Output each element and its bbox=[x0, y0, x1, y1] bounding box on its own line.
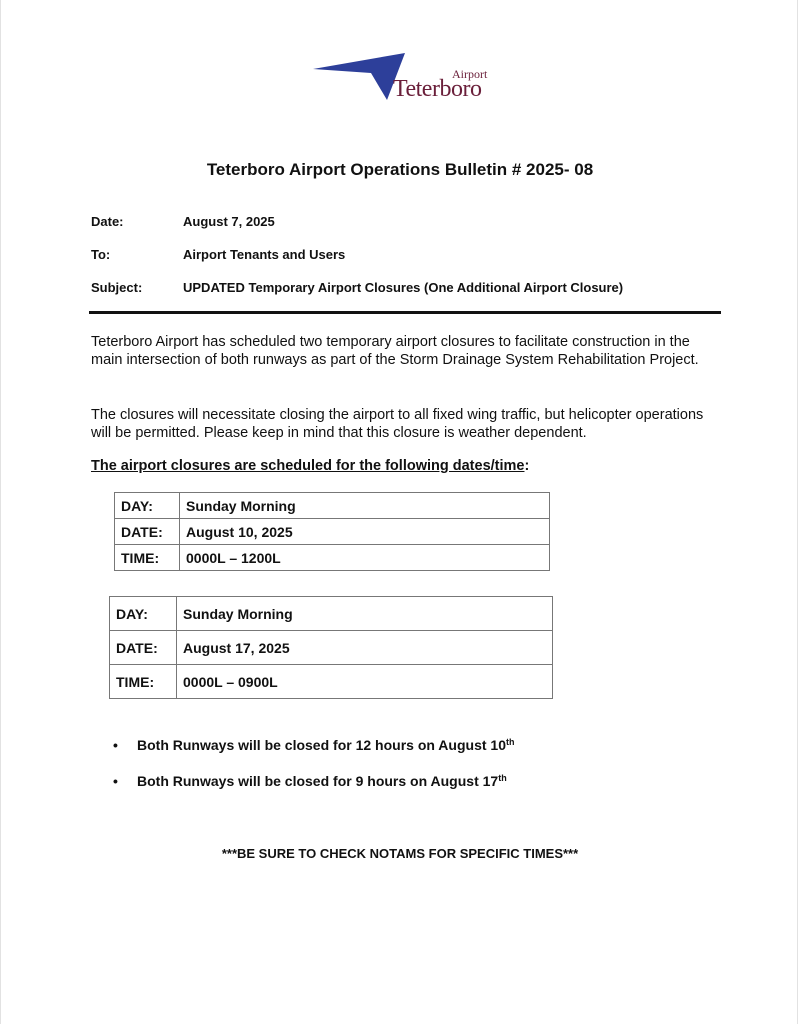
bullet-text bbox=[137, 737, 514, 753]
subject-value: UPDATED Temporary Airport Closures (One Additional Airport Closure) bbox=[183, 280, 624, 295]
table-row bbox=[110, 665, 553, 699]
table-cell-label: DATE: bbox=[115, 519, 180, 545]
notams-notice: ***BE SURE TO CHECK NOTAMS FOR SPECIFIC TIMES*** bbox=[221, 846, 579, 861]
schedule-heading-colon: : bbox=[524, 458, 530, 474]
bullet-main-text: Both Runways will be closed for 12 hours on August 10 bbox=[137, 737, 506, 753]
closure-table-2 bbox=[109, 596, 553, 699]
bullet-icon: • bbox=[113, 737, 118, 753]
date-value: August 7, 2025 bbox=[183, 214, 275, 229]
table-cell-label: DAY: bbox=[115, 493, 180, 519]
header-divider bbox=[89, 311, 721, 314]
schedule-heading-text: The airport closures are scheduled for the following dates/time bbox=[91, 458, 525, 474]
table-cell-value: August 10, 2025 bbox=[180, 519, 550, 545]
schedule-heading bbox=[91, 458, 529, 474]
table-cell-label: DATE: bbox=[110, 631, 177, 665]
closure-details-paragraph: The closures will necessitate closing the airport to all fixed wing traffic, but helicopter operations will be permitted. Please keep in mind that this closure is weather dependent. bbox=[91, 407, 704, 441]
to-label: To: bbox=[91, 247, 111, 262]
logo-airport-text: Airport bbox=[452, 67, 488, 81]
table-row bbox=[115, 545, 550, 571]
table-row bbox=[115, 519, 550, 545]
table-cell-label: TIME: bbox=[110, 665, 177, 699]
logo-teterboro-text: Teterboro bbox=[393, 76, 482, 102]
bullet-ordinal-suffix: th bbox=[498, 773, 507, 783]
bullet-icon: • bbox=[113, 773, 118, 789]
table-cell-value: Sunday Morning bbox=[177, 597, 553, 631]
bulletin-title: Teterboro Airport Operations Bulletin # 2025- 08 bbox=[206, 160, 594, 179]
subject-label: Subject: bbox=[91, 280, 143, 295]
table-cell-value: August 17, 2025 bbox=[177, 631, 553, 665]
table-cell-value: Sunday Morning bbox=[180, 493, 550, 519]
table-cell-label: DAY: bbox=[110, 597, 177, 631]
closure-table-1 bbox=[114, 492, 550, 571]
table-row bbox=[115, 493, 550, 519]
teterboro-airport-logo bbox=[313, 50, 503, 106]
bullet-ordinal-suffix: th bbox=[505, 737, 515, 747]
table-cell-value: 0000L – 1200L bbox=[180, 545, 550, 571]
table-cell-label: TIME: bbox=[115, 545, 180, 571]
date-label: Date: bbox=[91, 214, 124, 229]
to-value: Airport Tenants and Users bbox=[183, 247, 346, 262]
table-cell-value: 0000L – 0900L bbox=[177, 665, 553, 699]
bullet-main-text: Both Runways will be closed for 9 hours on August 17 bbox=[137, 773, 499, 789]
intro-paragraph: Teterboro Airport has scheduled two temporary airport closures to facilitate construction in the main intersection of both runways as part of the Storm Drainage System Rehabilitation Project. bbox=[91, 334, 699, 368]
table-row bbox=[110, 597, 553, 631]
table-row bbox=[110, 631, 553, 665]
bullet-text bbox=[137, 773, 507, 789]
